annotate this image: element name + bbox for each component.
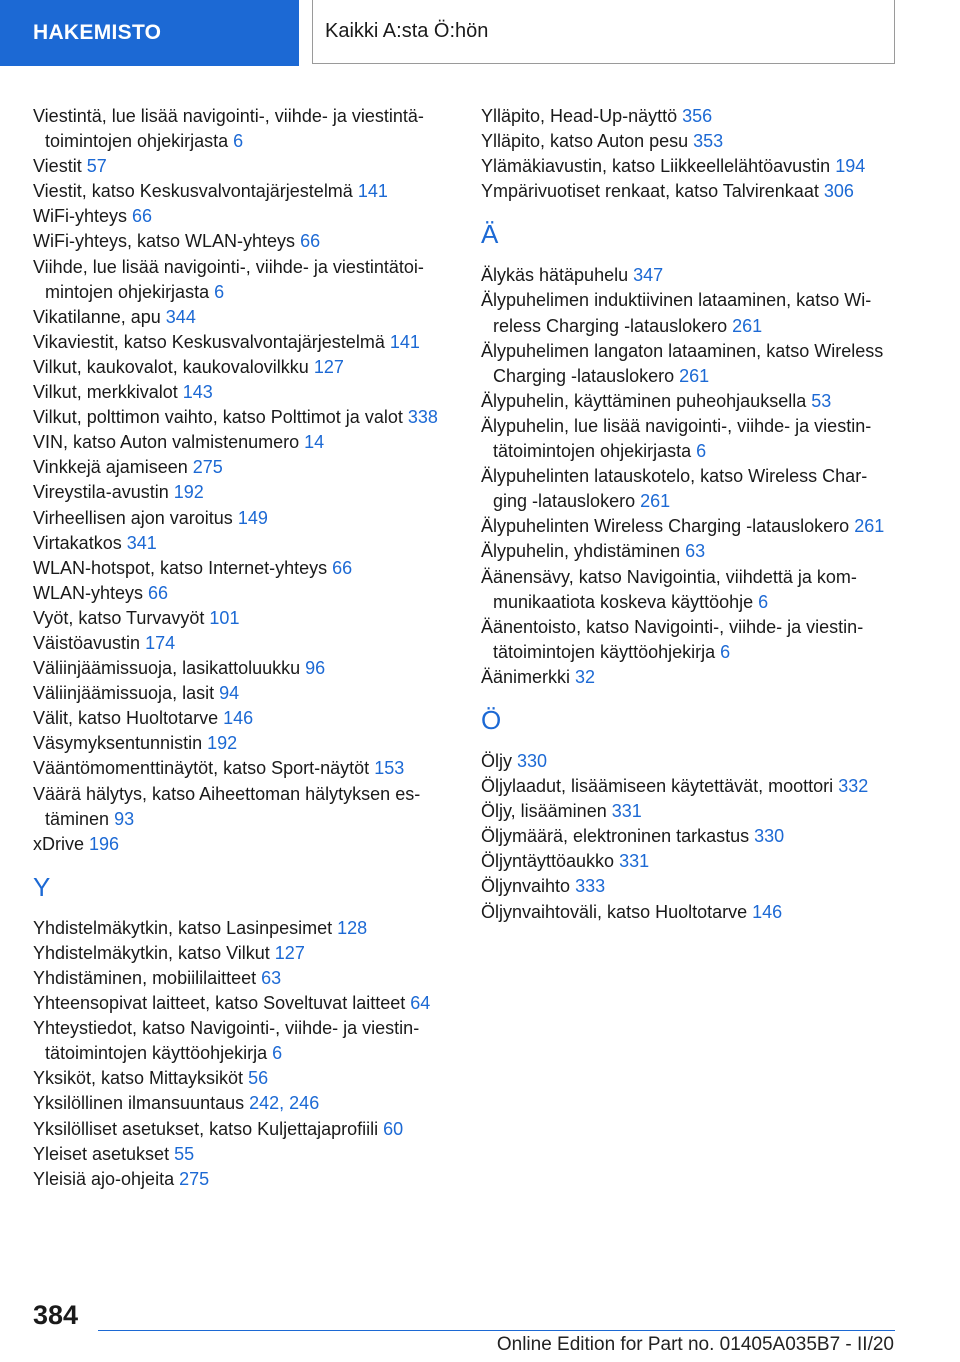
index-page-link[interactable]: 194 (835, 156, 866, 177)
index-page-link[interactable]: 261 (854, 516, 885, 537)
index-page-link[interactable]: 275 (179, 1168, 210, 1189)
index-entry-text: Vilkut, merkkivalot (33, 382, 178, 403)
index-entry (33, 1016, 445, 1066)
index-entry-text: Väliinjäämissuoja, lasikattoluukku (33, 658, 301, 679)
index-page-link[interactable]: 101 (209, 607, 240, 628)
index-entry-text: Virtakatkos (33, 532, 122, 553)
index-entry-text: Älypuhelin, lue lisää navigointi-, viihde- ja viestintätoimintojen ohjekirjasta (481, 415, 872, 462)
index-entry (33, 1142, 445, 1167)
index-entry (33, 966, 445, 991)
index-entry (33, 706, 445, 731)
chapter-title: Kaikki A:sta Ö:hön (312, 0, 895, 64)
index-entry-text: Yhdistelmäkytkin, katso Vilkut (33, 942, 270, 963)
index-entry (33, 916, 445, 941)
index-page-link[interactable]: 6 (272, 1043, 283, 1064)
index-entry-text: Viestintä, lue lisää navigointi-, viihde- ja viestintätoimintojen ohjekirjasta (33, 106, 424, 152)
index-entry-text: Äänensävy, katso Navigointia, viihdettä ja kommunikaatiota koskeva käyttöohje (481, 566, 857, 612)
index-page-link[interactable]: 261 (679, 365, 710, 386)
index-entry-text: Välit, katso Huoltotarve (33, 708, 219, 729)
index-entry-text: Yhteystiedot, katso Navigointi-, viihde- ja viestintätoimintojen käyttöohjekirja (33, 1018, 420, 1064)
index-entry (33, 531, 445, 556)
index-page-link[interactable]: 66 (332, 557, 353, 578)
index-entry (33, 1066, 445, 1091)
index-entry (33, 1091, 445, 1116)
index-entry-text: Ylämäkiavustin, katso Liikkeellelähtöavustin (481, 156, 831, 177)
edition-note: Online Edition for Part no. 01405A035B7 - II/20 (496, 1334, 894, 1355)
index-entry (481, 615, 895, 665)
index-entry-text: Väärä hälytys, katso Aiheettoman hälytyksen estäminen (33, 783, 421, 829)
index-entry-text: Öljymäärä, elektroninen tarkastus (481, 826, 750, 847)
index-entry-text: Virheellisen ajon varoitus (33, 507, 233, 528)
index-page-link[interactable]: 63 (685, 541, 706, 562)
index-entry (481, 179, 895, 204)
index-entry-text: Yleisiä ajo-ohjeita (33, 1168, 175, 1189)
index-entry-text: Älykäs hätäpuhelu (481, 265, 629, 286)
index-entry (33, 832, 445, 857)
index-page-link[interactable]: 153 (374, 758, 405, 779)
index-entry (33, 506, 445, 531)
index-entry (33, 455, 445, 480)
index-page-link[interactable]: 6 (696, 441, 707, 462)
index-page-link[interactable]: 331 (619, 851, 650, 872)
index-page-link[interactable]: 306 (823, 181, 854, 202)
index-page-link[interactable]: 146 (752, 901, 783, 922)
index-page-link[interactable]: 57 (86, 156, 107, 177)
index-page-link[interactable]: 56 (248, 1068, 269, 1089)
index-entry (481, 900, 895, 925)
index-page-link[interactable]: 6 (758, 591, 769, 612)
section-tab[interactable]: HAKEMISTO (0, 0, 299, 66)
index-page-link[interactable]: 261 (732, 315, 763, 336)
index-letter-heading: Ö (481, 704, 502, 735)
index-page-link[interactable]: 347 (633, 265, 664, 286)
index-entry (33, 355, 445, 380)
index-entry (33, 681, 445, 706)
index-page-link[interactable]: 149 (237, 507, 268, 528)
index-page-link[interactable]: 356 (682, 106, 713, 126)
index-page-link[interactable]: 128 (337, 917, 368, 938)
index-page-link[interactable]: 6 (214, 281, 225, 302)
index-entry (481, 749, 895, 774)
index-entry (481, 263, 895, 288)
index-entry-text: Yhteensopivat laitteet, katso Soveltuvat laitteet (33, 993, 406, 1014)
index-entry-text: Öljylaadut, lisäämiseen käytettävät, moottori (481, 776, 834, 797)
index-page-link[interactable]: 66 (132, 206, 153, 227)
index-entry (481, 824, 895, 849)
index-entry-text: Öljyntäyttöaukko (481, 851, 615, 872)
index-page-link[interactable]: 174 (145, 632, 176, 653)
index-entry (481, 799, 895, 824)
index-entry-text: Väistöavustin (33, 632, 141, 653)
index-page-link[interactable]: 32 (575, 666, 596, 687)
index-page-link[interactable]: 344 (165, 306, 196, 327)
page-header (0, 0, 960, 66)
index-page-link[interactable]: 66 (148, 582, 169, 603)
index-page-link[interactable]: 93 (114, 808, 135, 829)
index-entry (481, 665, 895, 690)
index-page-link[interactable]: 96 (305, 658, 326, 679)
index-entry (33, 1117, 445, 1142)
index-page-link[interactable]: 332 (838, 776, 869, 797)
footer-divider (98, 1330, 895, 1331)
index-page-link[interactable]: 66 (300, 231, 321, 252)
index-entry (33, 405, 445, 430)
index-entry (33, 255, 445, 305)
index-entry-text: Vikaviestit, katso Keskusvalvontajärjestelmä (33, 331, 385, 352)
index-entry (481, 774, 895, 799)
index-entry (33, 204, 445, 229)
index-entry-text: Yksiköt, katso Mittayksiköt (33, 1068, 244, 1089)
index-entry (481, 389, 895, 414)
index-page-link[interactable]: 127 (274, 942, 305, 963)
index-entry-text: Äänentoisto, katso Navigointi-, viihde- ja viestintätoimintojen käyttöohjekirja (481, 616, 864, 662)
index-entry (481, 154, 895, 179)
index-entry-text: WLAN-hotspot, katso Internet-yhteys (33, 557, 328, 578)
index-entry-text: Älypuhelimen induktiivinen lataaminen, katso Wireless Charging -latauslokero (481, 290, 872, 336)
index-entry (33, 606, 445, 631)
index-entry (33, 229, 445, 254)
index-entry-text: Öljynvaihtoväli, katso Huoltotarve (481, 901, 748, 922)
index-page-link[interactable]: 261 (640, 491, 671, 512)
index-entry (33, 941, 445, 966)
index-entry-text: Yksilöllinen ilmansuuntaus (33, 1093, 245, 1114)
index-entry-text: VIN, katso Auton valmistenumero (33, 432, 300, 453)
index-page-link[interactable]: 275 (192, 457, 223, 478)
index-entry-text: Älypuhelin, yhdistäminen (481, 541, 681, 562)
index-page-link[interactable]: 141 (389, 331, 420, 352)
index-entry (33, 380, 445, 405)
index-letter-heading: Ä (481, 219, 499, 250)
index-page-link[interactable]: 6 (720, 641, 731, 662)
index-entry (481, 129, 895, 154)
index-entry-text: Vilkut, kaukovalot, kaukovalovilkku (33, 356, 309, 377)
index-entry (481, 339, 895, 389)
index-entry-text: WLAN-yhteys (33, 582, 144, 603)
index-entry (481, 874, 895, 899)
index-page-link[interactable]: 55 (174, 1143, 195, 1164)
index-entry (33, 480, 445, 505)
index-entry-text: Väsymyksentunnistin (33, 733, 203, 754)
index-entry-text: Öljynvaihto (481, 876, 571, 897)
index-entry-text: Viestit (33, 156, 82, 177)
index-page-link[interactable]: 127 (313, 356, 344, 377)
index-entry-text: Vireystila-avustin (33, 482, 169, 503)
index-entry (33, 104, 445, 154)
index-entry-text: Ylläpito, Head-Up-näyttö (481, 106, 678, 126)
index-entry (33, 756, 445, 781)
index-page-link[interactable]: 14 (304, 432, 325, 453)
index-entry (33, 305, 445, 330)
index-entry (481, 464, 895, 514)
index-entry (481, 565, 895, 615)
index-entry-text: Viihde, lue lisää navigointi-, viihde- ja viestintätoimintojen ohjekirjasta (33, 256, 424, 302)
index-page-link[interactable]: 94 (219, 683, 240, 704)
index-entry (33, 179, 445, 204)
index-page-link[interactable]: 141 (357, 181, 388, 202)
index-page-link[interactable]: 338 (407, 407, 438, 428)
index-entry-text: Öljy, lisääminen (481, 801, 607, 822)
page-number: 384 (33, 1300, 79, 1330)
index-entry (481, 539, 895, 564)
index-entry-text: Älypuhelinten latauskotelo, katso Wireless Charging -latauslokero (481, 466, 868, 512)
index-page-link[interactable]: 341 (126, 532, 157, 553)
index-letter-heading: Y (33, 871, 51, 902)
index-entry (33, 731, 445, 756)
index-entry-text: xDrive (33, 833, 85, 854)
index-entry-text: Vikatilanne, apu (33, 306, 161, 327)
index-entry (33, 556, 445, 581)
index-entry (481, 288, 895, 338)
index-entry (481, 414, 895, 464)
index-page-link[interactable]: 331 (611, 801, 642, 822)
index-entry-text: Viestit, katso Keskusvalvontajärjestelmä (33, 181, 353, 202)
index-entry-text: Yhdistäminen, mobiililaitteet (33, 968, 257, 988)
index-entry-text: Yleiset asetukset (33, 1143, 170, 1164)
index-entry-text: Yhdistelmäkytkin, katso Lasinpesimet (33, 917, 333, 938)
index-entry-text: WiFi-yhteys, katso WLAN-yhteys (33, 231, 296, 252)
index-entry-text: Vääntömomenttinäytöt, katso Sport-näytöt (33, 758, 370, 779)
index-page-link[interactable]: 330 (754, 826, 785, 847)
index-entry-text: Ylläpito, katso Auton pesu (481, 131, 689, 152)
index-page-link[interactable]: 196 (89, 833, 120, 854)
index-entry-text: Ympärivuotiset renkaat, katso Talvirenkaat (481, 181, 819, 202)
index-page-link[interactable]: 353 (693, 131, 724, 152)
index-entry (481, 514, 895, 539)
index-entry-text: Äänimerkki (481, 666, 571, 687)
index-page-link[interactable]: 143 (182, 382, 213, 403)
index-page-link[interactable]: 6 (233, 131, 244, 152)
index-page-link[interactable]: 333 (575, 876, 606, 897)
index-entry (481, 104, 895, 129)
index-entry (33, 782, 445, 832)
index-page-link[interactable]: 60 (383, 1118, 404, 1139)
index-entry-text: Vyöt, katso Turvavyöt (33, 607, 205, 628)
index-entry-text: Älypuhelinten Wireless Charging -latauslokero (481, 516, 850, 537)
index-entry (33, 631, 445, 656)
index-entry-text: Öljy (481, 750, 512, 771)
index-page-link[interactable]: 146 (223, 708, 254, 729)
index-page-link[interactable]: 192 (207, 733, 238, 754)
index-entry-text: Älypuhelin, käyttäminen puheohjauksella (481, 390, 807, 411)
index-entry (33, 154, 445, 179)
index-page-link[interactable]: 53 (811, 390, 832, 411)
index-page-link[interactable]: 63 (261, 968, 282, 988)
index-page-link[interactable]: 330 (517, 750, 548, 771)
index-entry-text: Vilkut, polttimon vaihto, katso Polttimot ja valot (33, 407, 403, 428)
index-entry (33, 991, 445, 1016)
index-column-left (33, 104, 445, 1192)
index-entry (481, 849, 895, 874)
index-entry-text: Vinkkejä ajamiseen (33, 457, 188, 478)
index-entry (33, 430, 445, 455)
index-entry (33, 1167, 445, 1192)
index-entry (33, 581, 445, 606)
index-column-right (481, 104, 895, 925)
index-entry (33, 656, 445, 681)
index-page-link[interactable]: 242, 246 (249, 1093, 320, 1114)
index-page-link[interactable]: 64 (410, 993, 431, 1014)
index-entry (33, 330, 445, 355)
index-entry-text: Yksilölliset asetukset, katso Kuljettajaprofiili (33, 1118, 379, 1139)
index-entry-text: Väliinjäämissuoja, lasit (33, 683, 215, 704)
index-entry-text: WiFi-yhteys (33, 206, 127, 227)
index-entry-text: Älypuhelimen langaton lataaminen, katso Wireless Charging -latauslokero (481, 340, 884, 386)
index-page-link[interactable]: 192 (173, 482, 204, 503)
